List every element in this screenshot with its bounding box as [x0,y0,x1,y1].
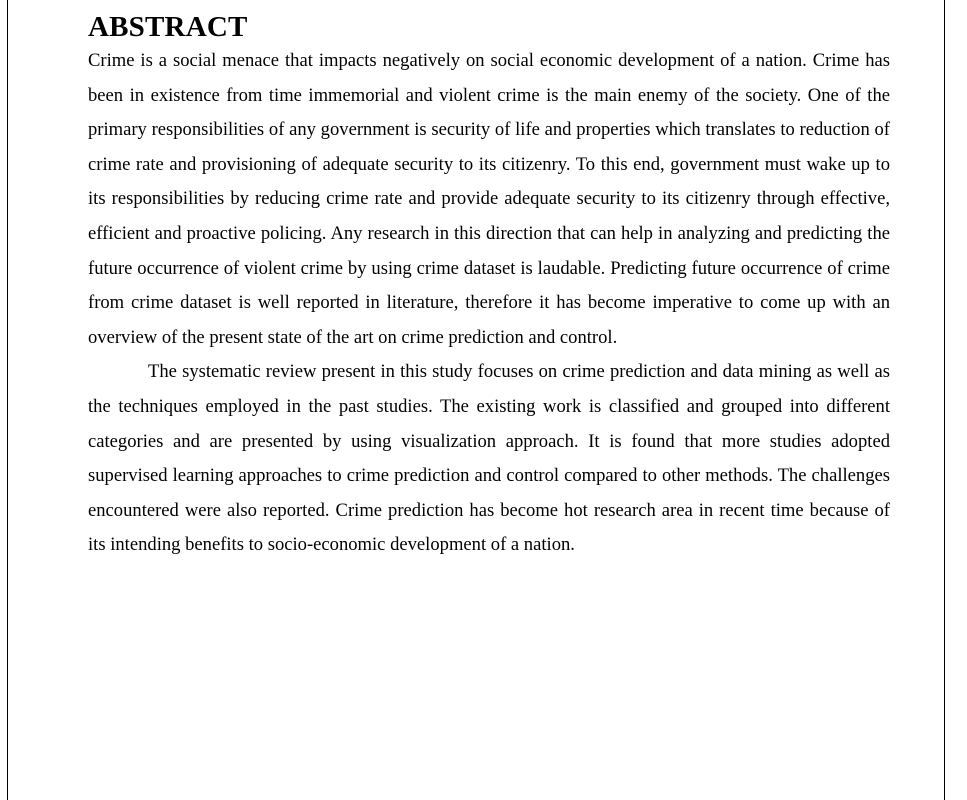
abstract-section [88,10,890,563]
document-page [7,0,945,800]
abstract-heading: ABSTRACT [88,11,248,43]
abstract-paragraph-2: The systematic review present in this study focuses on crime prediction and data mining as well as the techniques employed in the past studies. The existing work is classified and grouped into different categories and are presented by using visualization approach. It is found that more studies adopted supervised learning approaches to crime prediction and control compared to other methods. The challenges encountered were also reported. Crime prediction has become hot research area in recent time because of its intending benefits to socio-economic development of a nation. [88,361,890,556]
abstract-paragraph-1: Crime is a social menace that impacts negatively on social economic development of a nation. Crime has been in existence from time immemorial and violent crime is the main enemy of the society. One of the primary responsibilities of any government is security of life and properties which translates to reduction of crime rate and provisioning of adequate security to its citizenry. To this end, government must wake up to its responsibilities by reducing crime rate and provide adequate security to its citizenry through effective, efficient and proactive policing. Any research in this direction that can help in analyzing and predicting the future occurrence of violent crime by using crime dataset is laudable. Predicting future occurrence of crime from crime dataset is well reported in literature, therefore it has become imperative to come up with an overview of the present state of the art on crime prediction and control. [88,50,890,348]
